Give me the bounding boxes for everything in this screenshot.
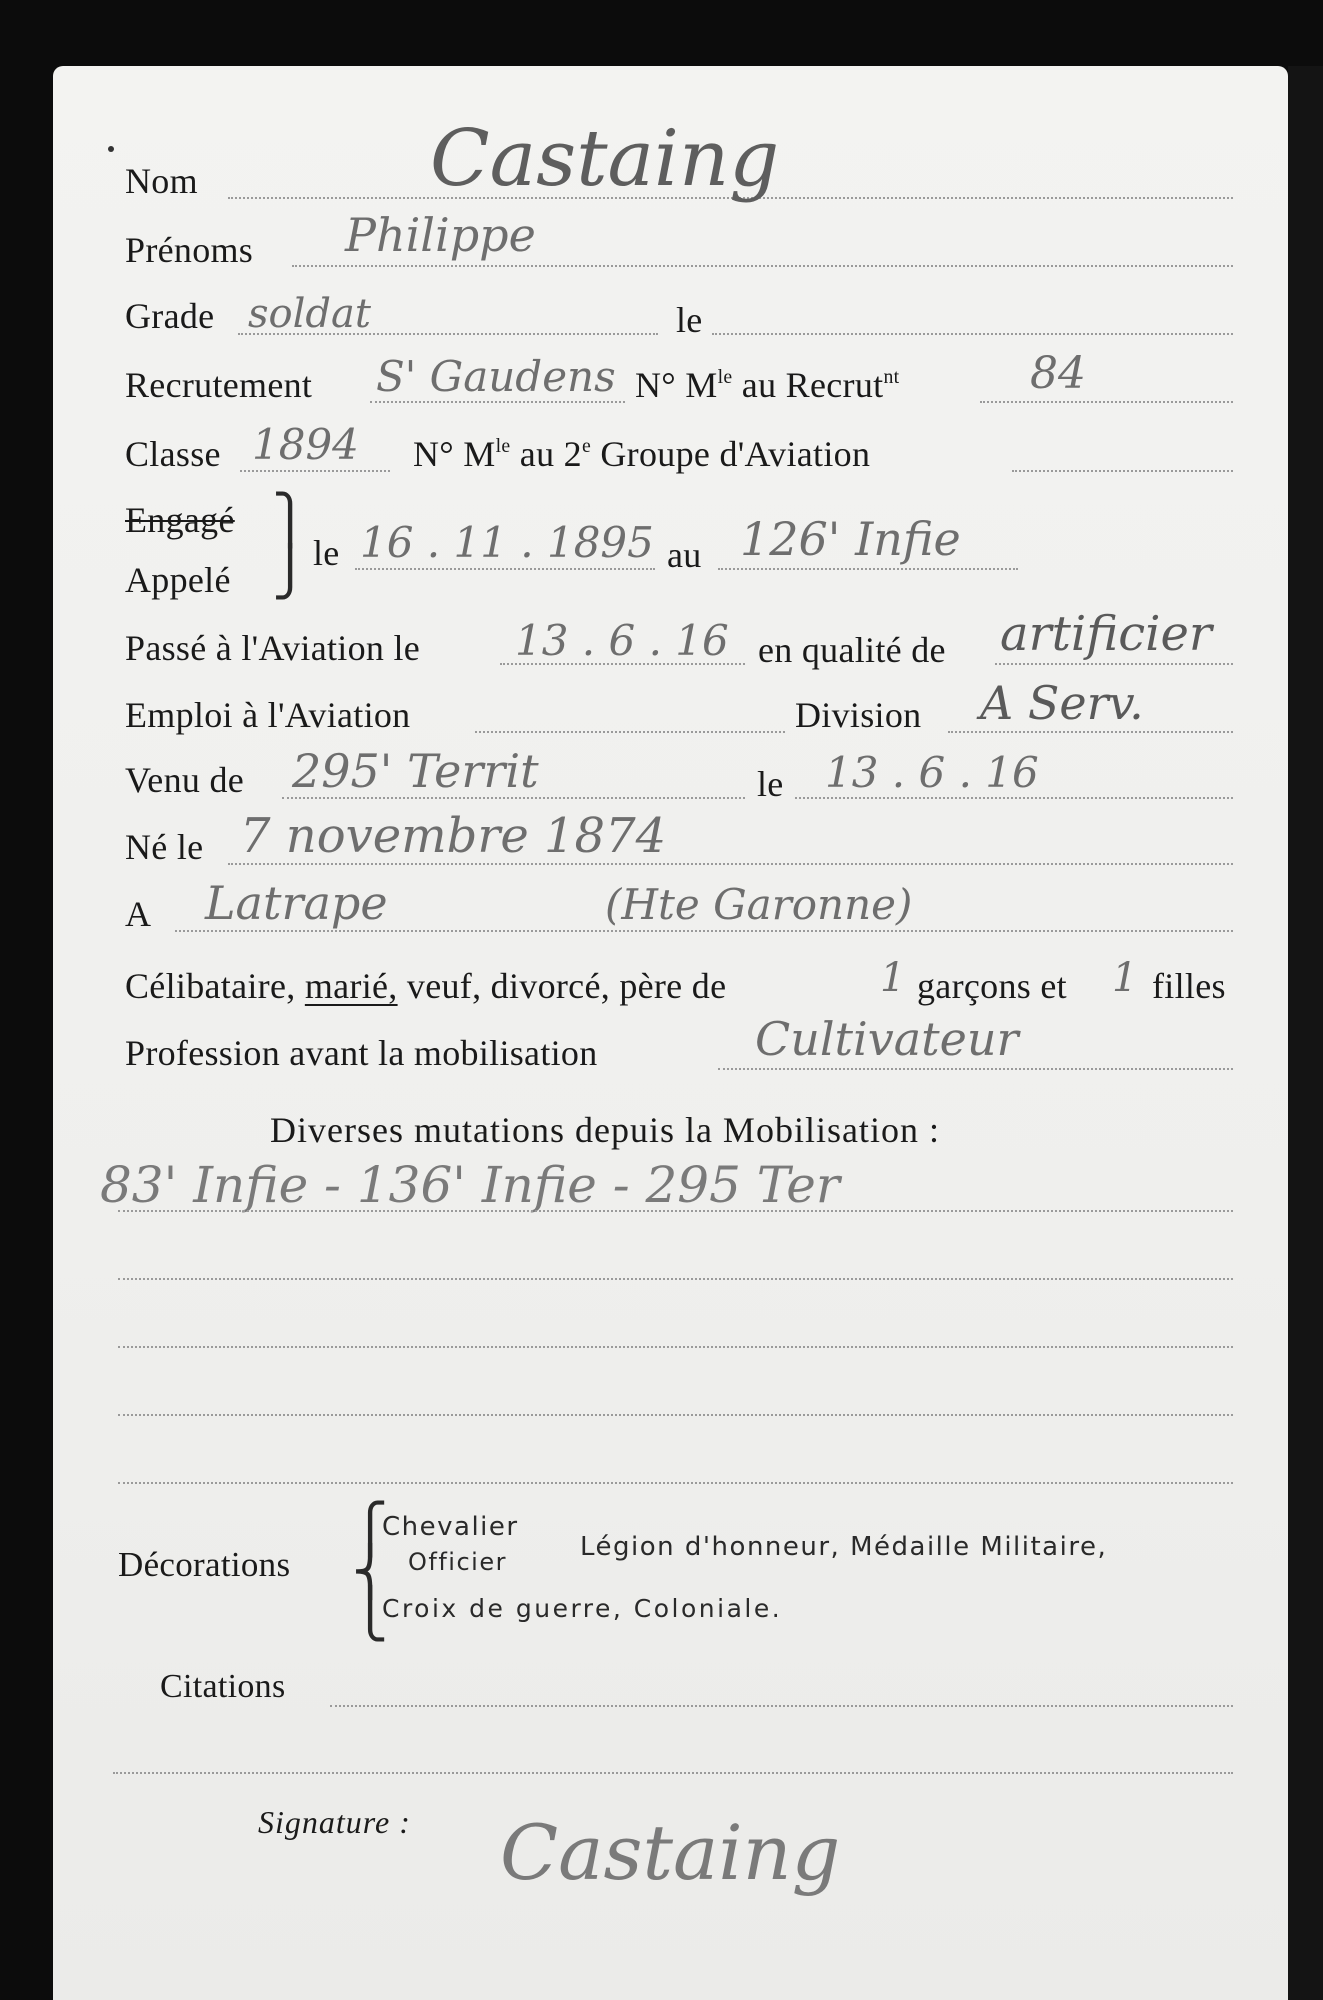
decorations-brace-bottom: ⎩ [352,1586,388,1642]
classe-value: 1894 [252,420,359,469]
marie-underlined: marié, [304,966,398,1006]
recrutement-mle-value: 84 [1030,348,1086,399]
passe-label: Passé à l'Aviation le [125,628,421,668]
classe-label: Classe [125,434,221,474]
mutations-line-2 [118,1278,1233,1280]
profession-value: Cultivateur [755,1012,1019,1066]
mutations-line-4 [118,1414,1233,1416]
prenoms-line [292,265,1233,267]
division-value: A Serv. [980,676,1144,730]
recrutement-value: S' Gaudens [376,352,616,401]
mutations-heading: Diverses mutations depuis la Mobilisation : [270,1110,940,1150]
engage-date-line [355,568,655,570]
venu-label: Venu de [125,760,245,800]
a-value: Latrape [205,876,388,930]
groupe-line [1012,470,1233,472]
mutations-line-3 [118,1346,1233,1348]
scan-border [1288,66,1323,2000]
decoration-orders: Légion d'honneur, Médaille Militaire, [580,1532,1108,1562]
engage-au-label: au [667,535,702,575]
grade-value: soldat [248,291,371,337]
signature-label: Signature : [258,1804,411,1840]
venu-value: 295' Territ [292,744,539,798]
division-label: Division [795,695,922,735]
mutations-line-1 [118,1210,1233,1212]
qualite-line [995,663,1233,665]
decoration-grade-officier: Officier [408,1548,507,1576]
venu-le-line [795,797,1233,799]
mutations-line-5 [118,1482,1233,1484]
recrutement-mle-line [980,401,1233,403]
ne-le-label: Né le [125,827,204,867]
engage-au-line [718,568,1018,570]
engage-au-value: 126' Infie [740,512,961,566]
engage-le-label: le [313,533,340,573]
decoration-grade-chevalier: Chevalier [382,1512,519,1542]
citations-line-2 [113,1772,1233,1774]
prenoms-label: Prénoms [125,230,254,270]
prenoms-value: Philippe [345,208,536,262]
profession-label: Profession avant la mobilisation [125,1033,598,1073]
classe-line [240,470,390,472]
filles-label: filles [1152,966,1226,1006]
engage-label: Engagé [125,500,235,540]
division-line [948,731,1233,733]
grade-le-line [712,333,1233,335]
filles-value: 1 [1112,955,1138,1001]
recrutement-mle-label: N° $M^{le}$ au Recrut$^{nt}$ [635,365,900,405]
etat-civil-line: Célibataire, marié, veuf, divorcé, père de [125,966,727,1006]
passe-value: 13 . 6 . 16 [515,616,729,665]
garcons-value: 1 [880,955,906,1001]
venu-le-value: 13 . 6 . 16 [825,748,1039,797]
recrutement-line [370,401,625,403]
decorations-brace-top: ⎧ [352,1501,388,1557]
a-label: A [125,894,152,934]
engage-brace-bottom: ⎭ [272,544,308,600]
emploi-line [475,731,785,733]
grade-le-label: le [676,300,703,340]
nom-value: Castaing [430,114,780,204]
recrutement-label: Recrutement [125,365,313,405]
qualite-value: artificier [1000,606,1212,662]
citations-label: Citations [160,1668,286,1705]
nom-label: Nom [125,161,198,201]
decoration-crosses: Croix de guerre, Coloniale. [382,1594,783,1623]
card-mark [108,146,114,152]
citations-line-1 [330,1705,1233,1707]
signature-value: Castaing [500,1808,841,1897]
a-line [175,930,1233,932]
a-value-department: (Hte Garonne) [605,880,913,929]
engage-brace-top: ⎫ [272,492,308,548]
decorations-brace-mid: ⎨ [352,1544,388,1600]
groupe-label: N° $M^{le}$ au 2e Groupe d'Aviation [413,434,871,474]
decorations-label: Décorations [118,1545,291,1584]
ne-le-value: 7 novembre 1874 [240,808,667,864]
engage-date-value: 16 . 11 . 1895 [360,518,654,567]
mutations-entry: 83' Infie - 136' Infie - 295 Ter [100,1156,840,1214]
garcons-label: garçons et [917,966,1067,1006]
qualite-label: en qualité de [758,630,946,670]
venu-le-label: le [757,764,784,804]
grade-label: Grade [125,296,215,336]
emploi-label: Emploi à l'Aviation [125,695,411,735]
appele-label: Appelé [125,560,231,600]
profession-line [718,1068,1233,1070]
